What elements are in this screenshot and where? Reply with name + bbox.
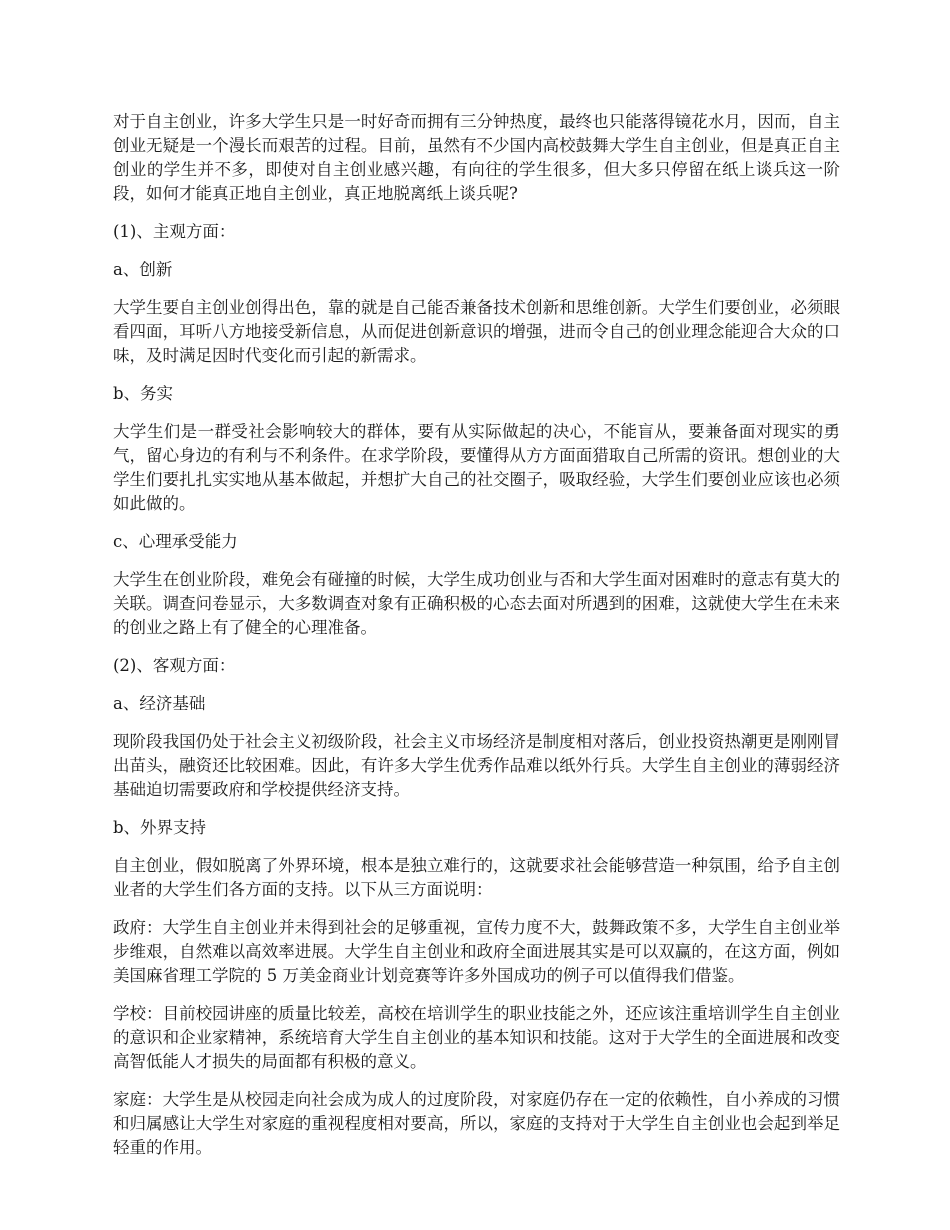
paragraph-innovation: 大学生要自主创业创得出色，靠的就是自己能否兼备技术创新和思维创新。大学生们要创业，必须眼看四面，耳听八方地接受新信息，从而促进创新意识的增强，进而令自己的创业理念能迎合大众的口味，及时满足因时代变化而引起的新需求。	[113, 298, 840, 365]
paragraph-resilience: 大学生在创业阶段，难免会有碰撞的时候，大学生成功创业与否和大学生面对困难时的意志有莫大的关联。调查问卷显示，大多数调查对象有正确积极的心态去面对所遇到的困难，这就使大学生在未来的创业之路上有了健全的心理准备。	[113, 570, 840, 637]
paragraph-school: 学校：目前校园讲座的质量比较差，高校在培训学生的职业技能之外，还应该注重培训学生自主创业的意识和企业家精神，系统培育大学生自主创业的基本知识和技能。这对于大学生的全面进展和改变高智低能人才损失的局面都有积极的意义。	[113, 1004, 840, 1071]
intro-paragraph: 对于自主创业，许多大学生只是一时好奇而拥有三分钟热度，最终也只能落得镜花水月，因而，自主创业无疑是一个漫长而艰苦的过程。目前，虽然有不少国内高校鼓舞大学生自主创业，但是真正自主创业的学生并不多，即使对自主创业感兴趣，有向往的学生很多，但大多只停留在纸上谈兵这一阶段，如何才能真正地自主创业，真正地脱离纸上谈兵呢?	[113, 112, 840, 203]
paragraph-pragmatism: 大学生们是一群受社会影响较大的群体，要有从实际做起的决心，不能盲从，要兼备面对现实的勇气，留心身边的有利与不利条件。在求学阶段，要懂得从方方面面猎取自己所需的资讯。想创业的大学生们要扎扎实实地从基本做起，并想扩大自己的社交圈子，吸取经验，大学生们要创业应该也必须如此做的。	[113, 422, 840, 513]
subheading-economic-base: a、经济基础	[113, 694, 206, 713]
section-heading-subjective: (1)、主观方面：	[113, 222, 236, 241]
subheading-pragmatism: b、务实	[113, 384, 174, 403]
paragraph-external-support: 自主创业，假如脱离了外界环境，根本是独立难行的，这就要求社会能够营造一种氛围，给予自主创业者的大学生们各方面的支持。以下从三方面说明：	[113, 856, 840, 899]
subheading-resilience: c、心理承受能力	[113, 532, 238, 551]
paragraph-economic-base: 现阶段我国仍处于社会主义初级阶段，社会主义市场经济是制度相对落后，创业投资热潮更是刚刚冒出苗头，融资还比较困难。因此，有许多大学生优秀作品难以纸外行兵。大学生自主创业的薄弱经济基础迫切需要政府和学校提供经济支持。	[113, 732, 840, 799]
section-heading-objective: (2)、客观方面：	[113, 656, 236, 675]
document-page	[113, 110, 840, 1174]
paragraph-government: 政府：大学生自主创业并未得到社会的足够重视，宣传力度不大，鼓舞政策不多，大学生自主创业举步维艰，自然难以高效率进展。大学生自主创业和政府全面进展其实是可以双赢的，在这方面，例如美国麻省理工学院的 5 万美金商业计划竞赛等许多外国成功的例子可以值得我们借鉴。	[113, 918, 840, 985]
paragraph-family: 家庭：大学生是从校园走向社会成为成人的过度阶段，对家庭仍存在一定的依赖性，自小养成的习惯和归属感让大学生对家庭的重视程度相对要高，所以，家庭的支持对于大学生自主创业也会起到举足轻重的作用。	[113, 1090, 840, 1157]
subheading-innovation: a、创新	[113, 260, 173, 279]
subheading-external-support: b、外界支持	[113, 818, 207, 837]
